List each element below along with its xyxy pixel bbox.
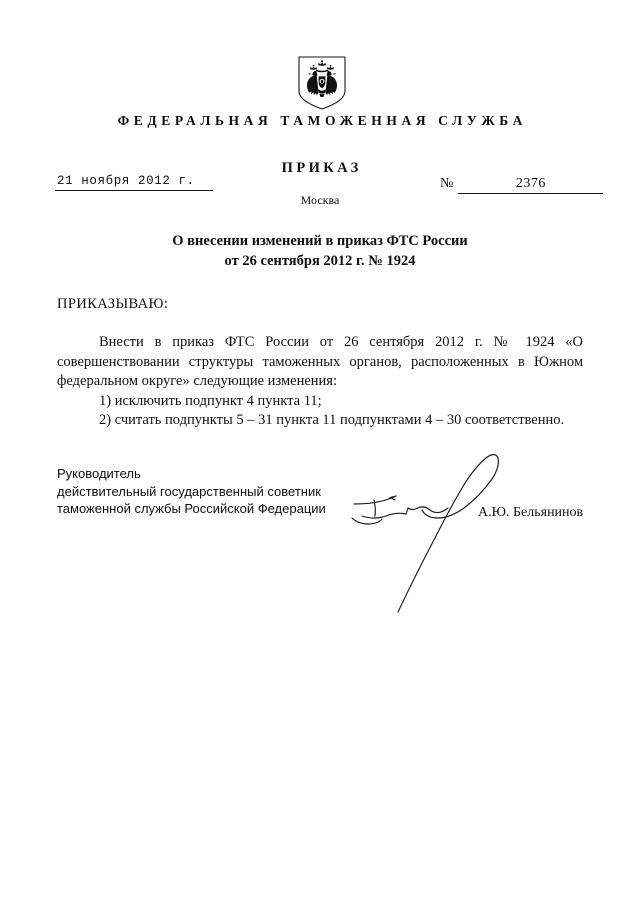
list-item: 2) считать подпункты 5 – 31 пункта 11 подпунктами 4 – 30 соответственно. <box>99 412 565 428</box>
number-rule <box>458 193 603 194</box>
number-field <box>440 176 603 194</box>
list-item: 1) исключить подпункт 4 пункта 11; <box>99 392 322 409</box>
date-field <box>55 174 213 191</box>
body-block <box>57 333 583 431</box>
date-rule <box>55 190 213 191</box>
organisation-name: ФЕДЕРАЛЬНАЯ ТАМОЖЕННАЯ СЛУЖБА <box>117 113 527 128</box>
number-value: 2376 <box>515 176 546 191</box>
signatory-title-line-2: действительный государственный советник <box>57 483 321 499</box>
document-kind: ПРИКАЗ <box>281 160 362 176</box>
subject-line-1: О внесении изменений в приказ ФТС России <box>172 233 468 249</box>
date-value: 21 ноября 2012 г. <box>57 174 195 188</box>
number-symbol: № <box>440 176 454 191</box>
body-paragraph: Внести в приказ ФТС России от 26 сентября 2012 г. № 1924 «О совершенствовании структуры таможенных органов, расположенных в Южном федеральном округе» следующие изменения: <box>57 334 583 389</box>
russian-coat-of-arms-icon <box>296 55 348 111</box>
order-keyword: ПРИКАЗЫВАЮ: <box>57 296 169 312</box>
subject-heading <box>80 231 560 271</box>
signatory-title-line-1: Руководитель <box>57 466 141 481</box>
number-box <box>458 176 603 194</box>
signatory-title-line-3: таможенной службы Российской Федерации <box>57 501 326 516</box>
signatory-name: А.Ю. Бельянинов <box>478 505 584 520</box>
city-label: Москва <box>300 193 340 207</box>
signatory-title <box>57 465 326 518</box>
subject-line-2: от 26 сентября 2012 г. № 1924 <box>224 253 416 269</box>
